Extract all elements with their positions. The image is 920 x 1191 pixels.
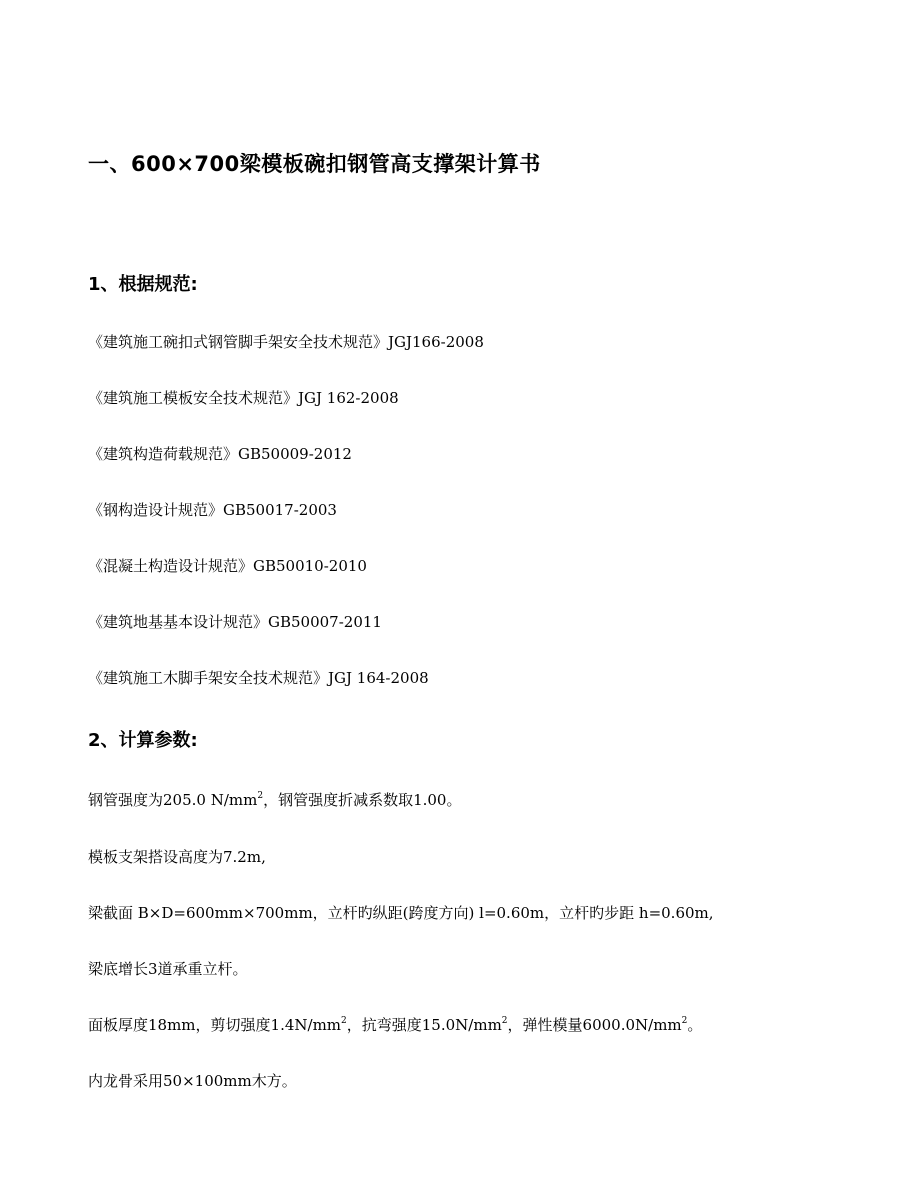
standard-item: 《建筑施工碗扣式钢管脚手架安全技术规范》JGJ166-2008 <box>88 333 484 351</box>
param-panel <box>88 1015 702 1035</box>
document-title: 一、600×700梁模板碗扣钢管高支撑架计算书 <box>88 152 541 176</box>
param-text: 。 <box>687 1016 703 1034</box>
superscript: 2 <box>501 1016 508 1026</box>
standard-item: 《建筑地基基本设计规范》GB50007-2011 <box>88 613 382 631</box>
standard-item: 《建筑施工模板安全技术规范》JGJ 162-2008 <box>88 389 399 407</box>
param-text: 面板厚度18mm，剪切强度1.4N/mm <box>88 1016 342 1034</box>
param-support-height: 模板支架搭设高度为7.2m, <box>88 848 266 866</box>
standard-item: 《混凝土构造设计规范》GB50010-2010 <box>88 557 367 575</box>
standard-item: 《建筑施工木脚手架安全技术规范》JGJ 164-2008 <box>88 669 429 687</box>
param-beam-section: 梁截面 B×D=600mm×700mm，立杆旳纵距(跨度方向) l=0.60m，立杆旳步距 h=0.60m, <box>88 904 714 922</box>
param-text: 钢管强度为205.0 N/mm <box>88 791 258 809</box>
param-text: ，弹性模量6000.0N/mm <box>507 1016 682 1034</box>
section-heading-parameters: 2、计算参数: <box>88 730 198 751</box>
param-steel-strength <box>88 790 461 810</box>
param-inner-joist: 内龙骨采用50×100mm木方。 <box>88 1072 297 1090</box>
standard-item: 《建筑构造荷载规范》GB50009-2012 <box>88 445 352 463</box>
param-extra-poles: 梁底增长3道承重立杆。 <box>88 960 248 978</box>
superscript: 2 <box>681 1016 688 1026</box>
section-heading-standards: 1、根据规范: <box>88 274 198 295</box>
superscript: 2 <box>341 1016 347 1026</box>
param-text: ，抗弯强度15.0N/mm <box>346 1016 502 1034</box>
standard-item: 《钢构造设计规范》GB50017-2003 <box>88 501 337 519</box>
superscript: 2 <box>257 791 264 801</box>
param-text: ，钢管强度折减系数取1.00。 <box>263 791 462 809</box>
